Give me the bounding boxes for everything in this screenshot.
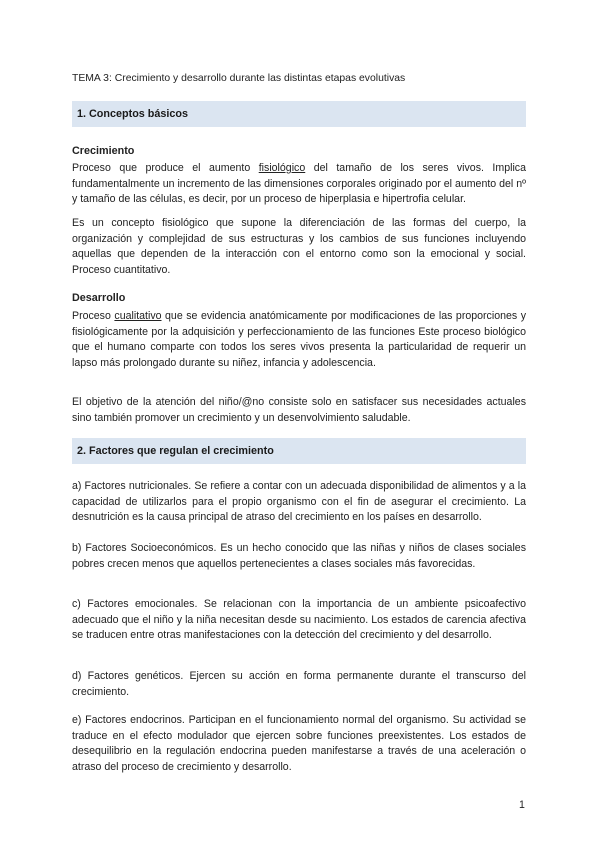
factor-item-endocrinos: e) Factores endocrinos. Participan en el funcionamiento normal del organismo. Su actividad se traduce en el efecto modulador que ejercen sobre funciones preexistentes. Los estados de desequilibrio en la regulación endocrina pueden manifestarse a través de una aceleración o atraso del proceso de crecimiento y desarrollo. xyxy=(72,714,526,773)
section-heading-factores: 2. Factores que regulan el crecimiento xyxy=(72,438,526,464)
subheading-crecimiento: Crecimiento xyxy=(72,145,135,157)
paragraph-desarrollo-1 xyxy=(72,309,526,371)
text-span: que se evidencia anatómicamente por modificaciones de las proporciones y fisiológicamente por la adquisición y perfeccionamiento de las funciones Este proceso biológico que el humano comparte con todos los seres vivos presenta la particularidad de requerir un lapso más prolongado durante su niñez, infancia y adolescencia. xyxy=(72,310,526,369)
underlined-term: fisiológico xyxy=(258,162,306,174)
text-span: Proceso que produce el aumento xyxy=(72,162,259,174)
subheading-desarrollo: Desarrollo xyxy=(72,292,126,304)
page-number: 1 xyxy=(519,799,525,811)
text-span: Proceso xyxy=(72,310,115,322)
factor-item-geneticos: d) Factores genéticos. Ejercen su acción en forma permanente durante el transcurso del crecimiento. xyxy=(72,670,526,698)
paragraph-crecimiento-2: Es un concepto fisiológico que supone la diferenciación de las formas del cuerpo, la organización y complejidad de sus estructuras y los cambios de sus funciones incluyendo aquellas que dependen de la interacción con el entorno como son la emocional y social. Proceso cuantitativo. xyxy=(72,217,526,276)
factor-item-emocionales: c) Factores emocionales. Se relacionan con la importancia de un ambiente psicoafectivo adecuado que el niño y la niña necesitan desde su nacimiento. Los estados de carencia afectiva se traducen entre otras manifestaciones con la detección del crecimiento y del desarrollo. xyxy=(72,598,526,642)
paragraph-desarrollo-2: El objetivo de la atención del niño/@no consiste solo en satisfacer sus necesidades actuales sino también promover un crecimiento y un desenvolvimiento saludable. xyxy=(72,396,526,424)
document-title: TEMA 3: Crecimiento y desarrollo durante las distintas etapas evolutivas xyxy=(72,73,406,84)
text-span: del tamaño de los seres vivos. Implica fundamentalmente un incremento de las dimensiones corporales originado por el aumento del nº y tamaño de las células, es decir, por un proceso de hiperplasia e hipertrofia celular. xyxy=(72,162,526,206)
section-heading-conceptos: 1. Conceptos básicos xyxy=(72,101,526,127)
underlined-term: cualitativo xyxy=(114,310,162,322)
factor-item-nutricionales: a) Factores nutricionales. Se refiere a contar con un adecuada disponibilidad de alimentos y a la capacidad de utilizarlos para el propio organismo con el fin de asegurar el crecimiento. La desnutrición es la causa principal de atraso del crecimiento en los países en desarrollo. xyxy=(72,480,526,524)
paragraph-crecimiento-1 xyxy=(72,161,526,208)
factor-item-socioeconomicos: b) Factores Socioeconómicos. Es un hecho conocido que las niñas y niños de clases sociales pobres crecen menos que aquellos pertenecientes a clases sociales más favorecidas. xyxy=(72,542,526,570)
